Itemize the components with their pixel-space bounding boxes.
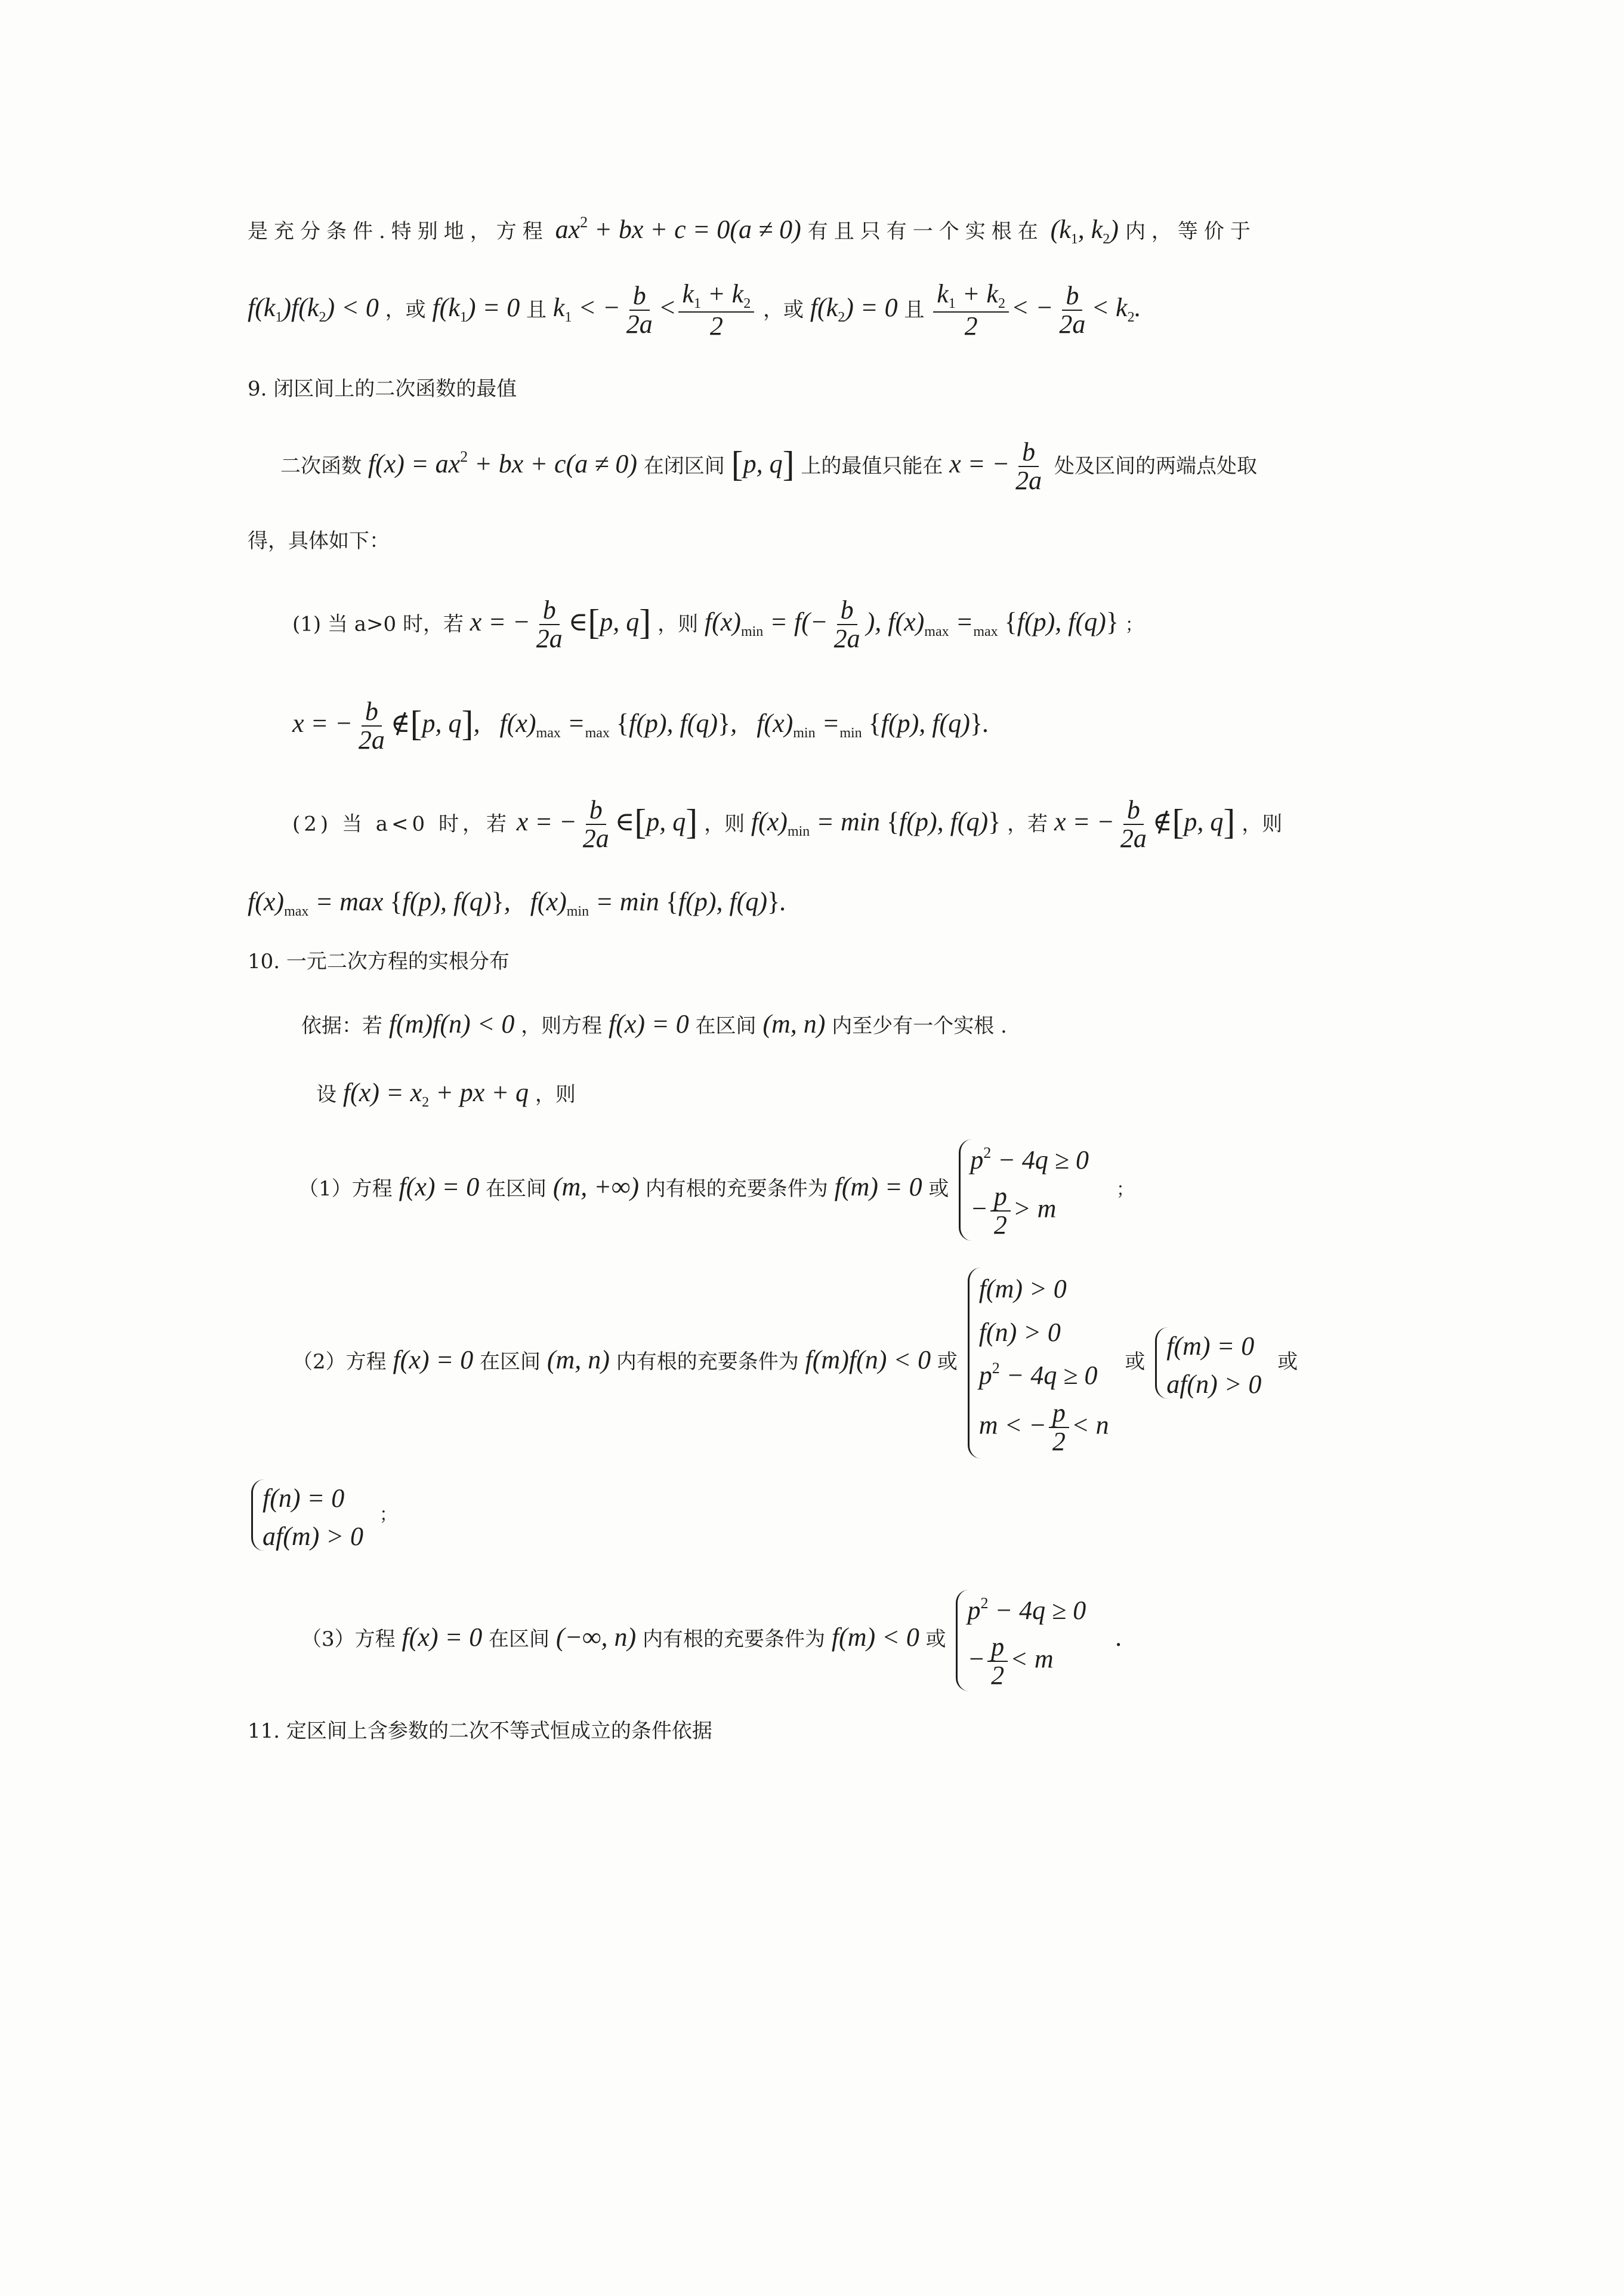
text: 内有根的充要条件为 [645, 1177, 828, 1201]
text: ，则 [1242, 812, 1283, 836]
text: ，则方程 [521, 1014, 603, 1038]
section9-case2-cont [248, 889, 786, 919]
text: （3）方程 [301, 1627, 396, 1651]
math: f(x) = 0 [608, 1009, 689, 1039]
text: 且 [526, 298, 547, 322]
math: (m, n) [762, 1009, 826, 1039]
section10-item1 [298, 1139, 1134, 1241]
text: 或 [1277, 1350, 1298, 1374]
math: (−∞, n) [555, 1623, 637, 1652]
punct: . [1102, 1623, 1122, 1652]
math: $f(k_1) = 0$ [432, 293, 520, 326]
text: ，若 [1007, 812, 1048, 836]
text: (1) 当 a>0 时，若 [292, 612, 464, 636]
math: $f(x)_{min} = \min \{f(p)$, f(q)} [751, 807, 1001, 840]
math: f(x) = 0 [393, 1345, 474, 1374]
text: 或 [1125, 1350, 1146, 1374]
condition-system: f(m) > 0 f(n) > 0 $p^2 - 4q \ge 0$ m < − $\frac{p}{2}$ < n [968, 1268, 1115, 1458]
math: $f(k_2) = 0$ [810, 293, 898, 326]
math: f(m)f(n) < 0 [388, 1009, 515, 1039]
math: x = − $\frac{b}{2a}$ [949, 437, 1042, 496]
text: ，则 [535, 1083, 576, 1107]
section11-heading: 11. 定区间上含参数的二次不等式恒成立的条件依据 [248, 1719, 712, 1743]
text: ，或 [763, 298, 804, 322]
text: 或 [937, 1350, 958, 1374]
math: $f(x) = ax^2$ + bx + c(a ≠ 0) [368, 448, 637, 479]
text: 处及区间的两端点处取 [1054, 454, 1257, 478]
interval: ($k_1$, $k_2$) [1050, 215, 1125, 247]
math: x = − $\frac{b}{2a}$ ∉[p, q] [1054, 795, 1236, 854]
math: x = − $\frac{b}{2a}$ ∈[p, q] [516, 795, 698, 854]
text: ，则 [657, 612, 699, 636]
text: 设 [316, 1083, 336, 1107]
math: $f(x)_{max} = \max \{f(p)$, f(q)}, $f(x)_{min} = \min \{f(p)$, f(q)}. [248, 887, 787, 919]
text: ，则 [704, 812, 745, 836]
math: (m, +∞) [552, 1172, 639, 1201]
section10-basis [301, 1011, 1007, 1037]
text: 在闭区间 [643, 454, 725, 478]
text: 依据：若 [301, 1014, 382, 1038]
condition-system: $p^2 - 4q \ge 0$ − $\frac{p}{2}$ < m [956, 1590, 1092, 1691]
math: f(m)f(n) < 0 [805, 1345, 931, 1374]
punct: ； [1125, 614, 1143, 636]
math: (m, n) [547, 1345, 610, 1374]
section9-intro [280, 438, 1257, 495]
text: 有且只有一个实根在 [807, 220, 1044, 243]
text: 内有根的充要条件为 [643, 1627, 826, 1651]
section9-case1-cont [292, 698, 989, 754]
section9-case2 [292, 796, 1282, 852]
text: 是充分条件.特别地，方程 [248, 220, 549, 243]
math: f(m) = 0 [834, 1172, 922, 1201]
text: （2）方程 [292, 1350, 387, 1374]
math: $f(k_1)f(k_2) < 0$ [248, 293, 379, 326]
text: 在区间 [480, 1350, 541, 1374]
condition-system: f(n) = 0 af(m) > 0 [251, 1479, 369, 1551]
punct: ； [1104, 1179, 1134, 1200]
text: （1）方程 [298, 1177, 393, 1201]
math: [p, q] [731, 444, 795, 484]
section9-heading: 9. 闭区间上的二次函数的最值 [248, 377, 517, 401]
math: f(x) = 0 [402, 1623, 483, 1652]
math: x = − $\frac{b}{2a}$ ∉[p, q], $f(x)_{max} =_{max}$ {f(p), f(q)}, $f(x)_{min} =_{min}$ {f(p), f(q)}. [292, 697, 989, 755]
text: 内至少有一个实根 . [832, 1014, 1007, 1038]
text: 在区间 [486, 1177, 547, 1201]
math: f(x) = 0 [399, 1172, 480, 1201]
section9-case1 [292, 597, 1143, 653]
math: $f(x)_{min} = f(-$ $\frac{b}{2a}$ ), $f(x)_{max} =_{max}$ {f(p), f(q)} [704, 595, 1119, 654]
math: f(m) < 0 [831, 1623, 919, 1652]
text: 且 [904, 298, 925, 322]
text: (2) 当 a<0 时，若 [292, 812, 510, 836]
text: 内，等价于 [1125, 220, 1256, 243]
math: $\frac{k_1 + k_2}{2}$ < − $\frac{b}{2a}$ < $k_2$. [931, 293, 1141, 322]
section9-intro-cont: 得，具体如下： [248, 529, 390, 553]
section10-item3 [301, 1590, 1122, 1691]
text: ，或 [385, 298, 426, 322]
text: 在区间 [489, 1627, 550, 1651]
text: 二次函数 [280, 454, 362, 478]
section10-heading: 10. 一元二次方程的实根分布 [248, 950, 510, 974]
math: $f(x) = x_2$ + px + q [342, 1078, 529, 1110]
section10-item2 [292, 1268, 1298, 1458]
equation: $ax^2$ + bx + c = 0(a ≠ 0) [555, 214, 808, 244]
section10-assume [316, 1080, 576, 1110]
condition-system: $p^2 - 4q \ge 0$ − $\frac{p}{2}$ > m [959, 1139, 1095, 1241]
text: 或 [928, 1177, 949, 1201]
text: 内有根的充要条件为 [616, 1350, 799, 1374]
para8-line2 [248, 280, 1141, 340]
math: x = − $\frac{b}{2a}$ ∈[p, q] [470, 595, 652, 654]
condition-system: f(m) = 0 af(n) > 0 [1155, 1327, 1267, 1399]
para8-line1 [248, 215, 1256, 246]
section10-item2-cont [248, 1479, 397, 1551]
text: 在区间 [695, 1014, 757, 1038]
text: 上的最值只能在 [801, 454, 943, 478]
punct: ； [379, 1504, 397, 1525]
math: $k_1$ < − $\frac{b}{2a}$ < $\frac{k_1 + k_2}{2}$ [553, 293, 757, 322]
text: 或 [925, 1627, 946, 1651]
